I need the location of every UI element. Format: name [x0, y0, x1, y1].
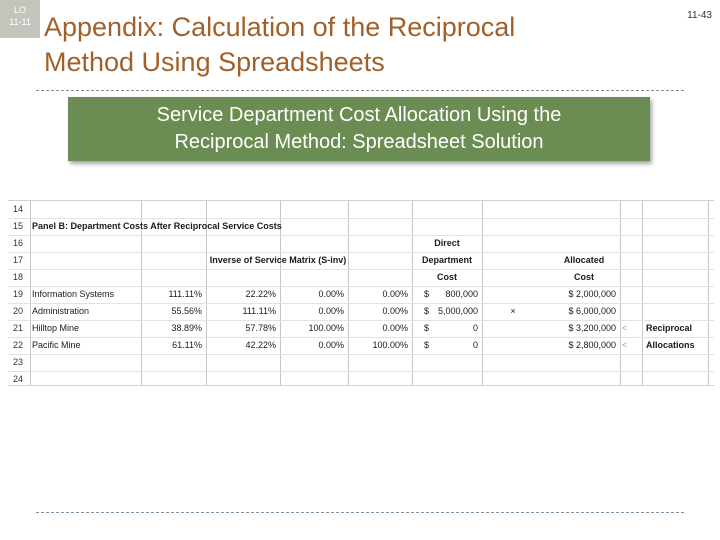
- grid-col-line: [620, 201, 621, 385]
- row-number: 14: [12, 204, 23, 214]
- matrix-cell: 111.11%: [242, 306, 276, 316]
- direct-header-1: Direct: [434, 238, 460, 248]
- lo-badge: [0, 0, 40, 38]
- dept-name: Pacific Mine: [32, 340, 81, 350]
- row-number: 21: [12, 323, 23, 333]
- top-divider: [36, 90, 684, 91]
- grid-col-line: [708, 201, 709, 385]
- direct-cost: 0: [472, 340, 478, 350]
- grid-row-line: [8, 354, 714, 355]
- row-number: 16: [12, 238, 23, 248]
- page-number: 11-43: [687, 10, 712, 21]
- grid-row-line: [8, 371, 714, 372]
- matrix-cell: 0.00%: [318, 289, 344, 299]
- matrix-cell: 100.00%: [372, 340, 408, 350]
- grid-col-line: [30, 201, 31, 385]
- operator: ×: [510, 306, 516, 316]
- row-number: 22: [12, 340, 23, 350]
- matrix-cell: 0.00%: [382, 323, 408, 333]
- dept-name: Hilltop Mine: [32, 323, 80, 333]
- matrix-cell: 57.78%: [245, 323, 276, 333]
- grid-row-line: [8, 286, 714, 287]
- row-number: 23: [12, 357, 23, 367]
- allocated-header-1: Allocated: [563, 255, 605, 265]
- matrix-cell: 0.00%: [382, 289, 408, 299]
- currency-sign: $: [424, 289, 430, 299]
- dept-name: Information Systems: [32, 289, 115, 299]
- grid-col-line: [412, 201, 413, 385]
- allocated-cost: $ 6,000,000: [568, 306, 616, 316]
- matrix-cell: 0.00%: [318, 306, 344, 316]
- grid-row-line: [8, 303, 714, 304]
- banner-line-2: Reciprocal Method: Spreadsheet Solution: [174, 131, 544, 153]
- direct-cost: 800,000: [445, 289, 478, 299]
- matrix-cell: 0.00%: [382, 306, 408, 316]
- lo-label: LO: [13, 5, 26, 15]
- lo-number: 11-11: [9, 17, 31, 27]
- matrix-cell: 38.89%: [171, 323, 202, 333]
- grid-row-line: [8, 337, 714, 338]
- matrix-title: Inverse of Service Matrix (S-inv): [209, 255, 347, 265]
- direct-cost: 5,000,000: [437, 306, 478, 316]
- grid-row-line: [8, 218, 714, 219]
- matrix-cell: 111.11%: [168, 289, 202, 299]
- banner-line-1: Service Department Cost Allocation Using the: [156, 104, 562, 126]
- slide-title: [44, 10, 644, 80]
- direct-header-2: Department: [421, 255, 472, 265]
- allocated-cost: $ 3,200,000: [568, 323, 616, 333]
- matrix-cell: 55.56%: [171, 306, 202, 316]
- grid-row-line: [8, 269, 714, 270]
- dept-name: Administration: [32, 306, 90, 316]
- title-line-1: Appendix: Calculation of the Reciprocal: [44, 12, 516, 42]
- matrix-cell: 22.22%: [245, 289, 276, 299]
- row-number: 17: [12, 255, 23, 265]
- title-line-2: Method Using Spreadsheets: [44, 47, 385, 77]
- matrix-cell: 61.11%: [172, 340, 202, 350]
- note: Reciprocal: [646, 323, 693, 333]
- grid-row-line: [8, 252, 714, 253]
- matrix-cell: 0.00%: [318, 340, 344, 350]
- spreadsheet: [8, 200, 714, 386]
- row-number: 18: [12, 272, 23, 282]
- allocated-cost: $ 2,800,000: [568, 340, 616, 350]
- grid-row-line: [8, 235, 714, 236]
- allocated-header-2: Cost: [574, 272, 594, 282]
- currency-sign: $: [424, 323, 430, 333]
- allocated-cost: $ 2,000,000: [568, 289, 616, 299]
- grid-row-line: [8, 320, 714, 321]
- matrix-cell: 42.22%: [245, 340, 276, 350]
- arrow-left-icon: <: [622, 340, 628, 350]
- row-number: 20: [12, 306, 23, 316]
- grid-col-line: [482, 201, 483, 385]
- row-number: 24: [12, 374, 23, 384]
- currency-sign: $: [424, 306, 430, 316]
- direct-cost: 0: [472, 323, 478, 333]
- panel-title: Panel B: Department Costs After Reciprocal Service Costs: [32, 221, 282, 231]
- row-number: 19: [12, 289, 23, 299]
- arrow-left-icon: <: [622, 323, 628, 333]
- matrix-cell: 100.00%: [308, 323, 344, 333]
- note: Allocations: [646, 340, 695, 350]
- row-number: 15: [12, 221, 23, 231]
- subtitle-banner: [68, 97, 650, 161]
- currency-sign: $: [424, 340, 430, 350]
- direct-header-3: Cost: [437, 272, 457, 282]
- bottom-divider: [36, 512, 684, 513]
- grid-col-line: [642, 201, 643, 385]
